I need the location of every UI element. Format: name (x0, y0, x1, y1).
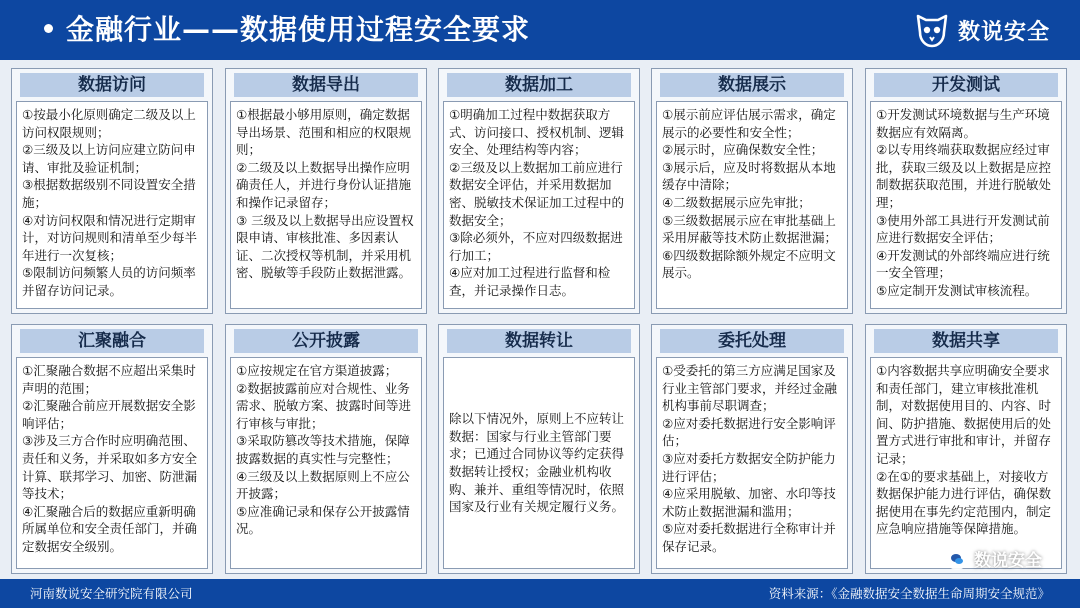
list-item: ①应按规定在官方渠道披露； (236, 363, 398, 378)
card-data-display (651, 68, 853, 314)
chat-bubble-icon (950, 552, 964, 566)
list-item: ④二级数据展示应先审批； (662, 194, 811, 210)
list-item: ②汇聚融合前应开展数据安全影响评估； (22, 398, 196, 431)
card-data-transfer (438, 324, 640, 574)
source-citation: 资料来源：《金融数据安全数据生命周期安全规范》 (768, 586, 1050, 601)
list-item: ③ 三级及以上数据导出应设置权限申请、审核批准、多因素认证、二次授权等机制，并采用机密、脱敏等手段防止数据泄露。 (236, 212, 414, 281)
list-item: ④应对加工过程进行监督和检查，并记录操作日志。 (449, 265, 611, 298)
list-item: ①根据最小够用原则，确定数据导出场景、范围和相应的权限规则； (236, 107, 412, 158)
list-item: ②应对委托数据进行安全影响评估； (662, 415, 836, 449)
footer-bar (0, 579, 1080, 608)
card-data-sharing (865, 324, 1067, 574)
card-title: 委托处理 (660, 329, 844, 353)
brand-name: 数说安全 (957, 19, 1050, 45)
card-title: 数据加工 (447, 73, 631, 97)
card-entrusted-processing (651, 324, 853, 574)
card-body (443, 357, 635, 569)
header-bar (0, 0, 1080, 60)
list-item: ③除必须外，不应对四级数据进行加工； (449, 230, 623, 263)
list-item: ①按最小化原则确定二级及以上访问权限规则； (22, 107, 196, 140)
title-bullet (44, 24, 53, 33)
card-body (230, 101, 422, 309)
list-item: ①受委托的第三方应满足国家及行业主管部门要求，并经过金融机构事前尽职调查； (662, 363, 838, 414)
requirements-grid (11, 68, 1069, 574)
card-public-disclosure (225, 324, 427, 574)
card-dev-test (865, 68, 1067, 314)
card-title: 开发测试 (874, 73, 1058, 97)
list-item: ⑤应对委托数据进行全称审计并保存记录。 (662, 521, 836, 554)
card-title: 公开披露 (234, 329, 418, 353)
list-item: ①开发测试环境数据与生产环境数据应有效隔离。 (876, 107, 1050, 140)
card-data-processing (438, 68, 640, 314)
watermark-text: 数说安全 (974, 551, 1042, 571)
list-item: ④三级及以上数据原则上不应公开披露； (236, 468, 410, 502)
list-item: ③展示后，应及时将数据从本地缓存中清除； (662, 159, 836, 193)
list-item: ④开发测试的外部终端应进行统一安全管理； (876, 247, 1050, 281)
list-item: ②三级及以上数据加工前应进行数据安全评估，并采用数据加密、脱敏技术保证加工过程中的数据安全； (449, 159, 625, 228)
card-title: 汇聚融合 (20, 329, 204, 353)
card-body (656, 357, 848, 569)
list-item: ⑤应准确记录和保存公开披露情况。 (236, 503, 410, 537)
card-data-aggregation (11, 324, 213, 574)
card-title: 数据共享 (874, 329, 1058, 353)
list-item: ③涉及三方合作时应明确范围、责任和义务，并采取如多方安全计算、联邦学习、加密、防泄漏等技术； (22, 433, 198, 502)
list-item: ②以专用终端获取数据应经过审批，获取三级及以上数据是应控制数据获取范围，并进行脱敏处理； (876, 142, 1052, 210)
list-item: ③采取防篡改等技术措施，保障披露数据的真实性与完整性； (236, 433, 410, 466)
list-item: ④应采用脱敏、加密、水印等技术防止数据泄漏和滥用； (662, 486, 836, 519)
list-item: ②数据披露前应对合规性、业务需求、脱敏方案、披露时间等进行审核与审批； (236, 380, 412, 431)
page-title: 金融行业——数据使用过程安全要求 (66, 13, 531, 46)
list-item: ①展示前应评估展示需求，确定展示的必要性和安全性； (662, 107, 836, 140)
wechat-icon (946, 548, 968, 570)
list-item: ②三级及以上访问应建立防问申请、审批及验证机制； (22, 142, 196, 175)
list-item: ③根据数据级别不同设置安全措施； (22, 177, 196, 210)
card-data-access (11, 68, 213, 314)
owl-logo-icon (912, 10, 952, 50)
card-body (870, 357, 1062, 569)
list-item: 除以下情况外，原则上不应转让数据：国家与行业主管部门要求；已通过合同协议等约定获得数据转让授权；金融业机构收购、兼并、重组等情况时，依照国家及行业有关规定履行义务。 (449, 411, 625, 515)
list-item: ②二级及以上数据导出操作应明确责任人，并进行身份认证措施和操作记录留存； (236, 159, 412, 210)
list-item: ②展示时，应确保数安全性； (662, 142, 824, 158)
card-body (656, 101, 848, 309)
card-data-export (225, 68, 427, 314)
list-item: ③应对委托方数据安全防护能力进行评估； (662, 450, 836, 484)
card-title: 数据导出 (234, 73, 418, 97)
list-item: ⑤限制访问频繁人员的访问频率并留存访问记录。 (22, 265, 196, 298)
card-body (16, 101, 208, 309)
card-body (443, 101, 635, 309)
list-item: ④汇聚融合后的数据应重新明确所属单位和安全责任部门，并确定数据安全级别。 (22, 503, 198, 554)
list-item: ⑤应定制开发测试审核流程。 (876, 282, 1038, 298)
card-body (230, 357, 422, 569)
list-item: ③使用外部工具进行开发测试前应进行数据安全评估； (876, 212, 1050, 246)
list-item: ④对访问权限和情况进行定期审计，对访问规则和清单至少每半年进行一次复核； (22, 212, 198, 263)
list-item: ①汇聚融合数据不应超出采集时声明的范围； (22, 363, 196, 396)
card-body (870, 101, 1062, 309)
card-title: 数据访问 (20, 73, 204, 97)
list-item: ①内容数据共享应明确安全要求和责任部门，建立审核批准机制，对数据使用目的、内容、时间、防护措施、数据使用后的处置方式进行审批和审计，并留存记录； (876, 363, 1052, 466)
list-item: ①明确加工过程中数据获取方式、访问接口、授权机制、逻辑安全、处理结构等内容； (449, 107, 625, 158)
card-body (16, 357, 208, 569)
organization-name: 河南数说安全研究院有限公司 (30, 586, 193, 601)
list-item: ②在①的要求基础上，对接收方数据保护能力进行评估，确保数据使用在事先约定范围内，制定应急响应措施等保障措施。 (876, 468, 1052, 537)
list-item: ⑤三级数据展示应在审批基础上采用屏蔽等技术防止数据泄漏； (662, 212, 838, 246)
list-item: ⑥四级数据除额外规定不应明文展示。 (662, 247, 836, 281)
watermark (946, 546, 1042, 571)
card-title: 数据转让 (447, 329, 631, 353)
card-title: 数据展示 (660, 73, 844, 97)
brand-logo (912, 10, 1050, 50)
